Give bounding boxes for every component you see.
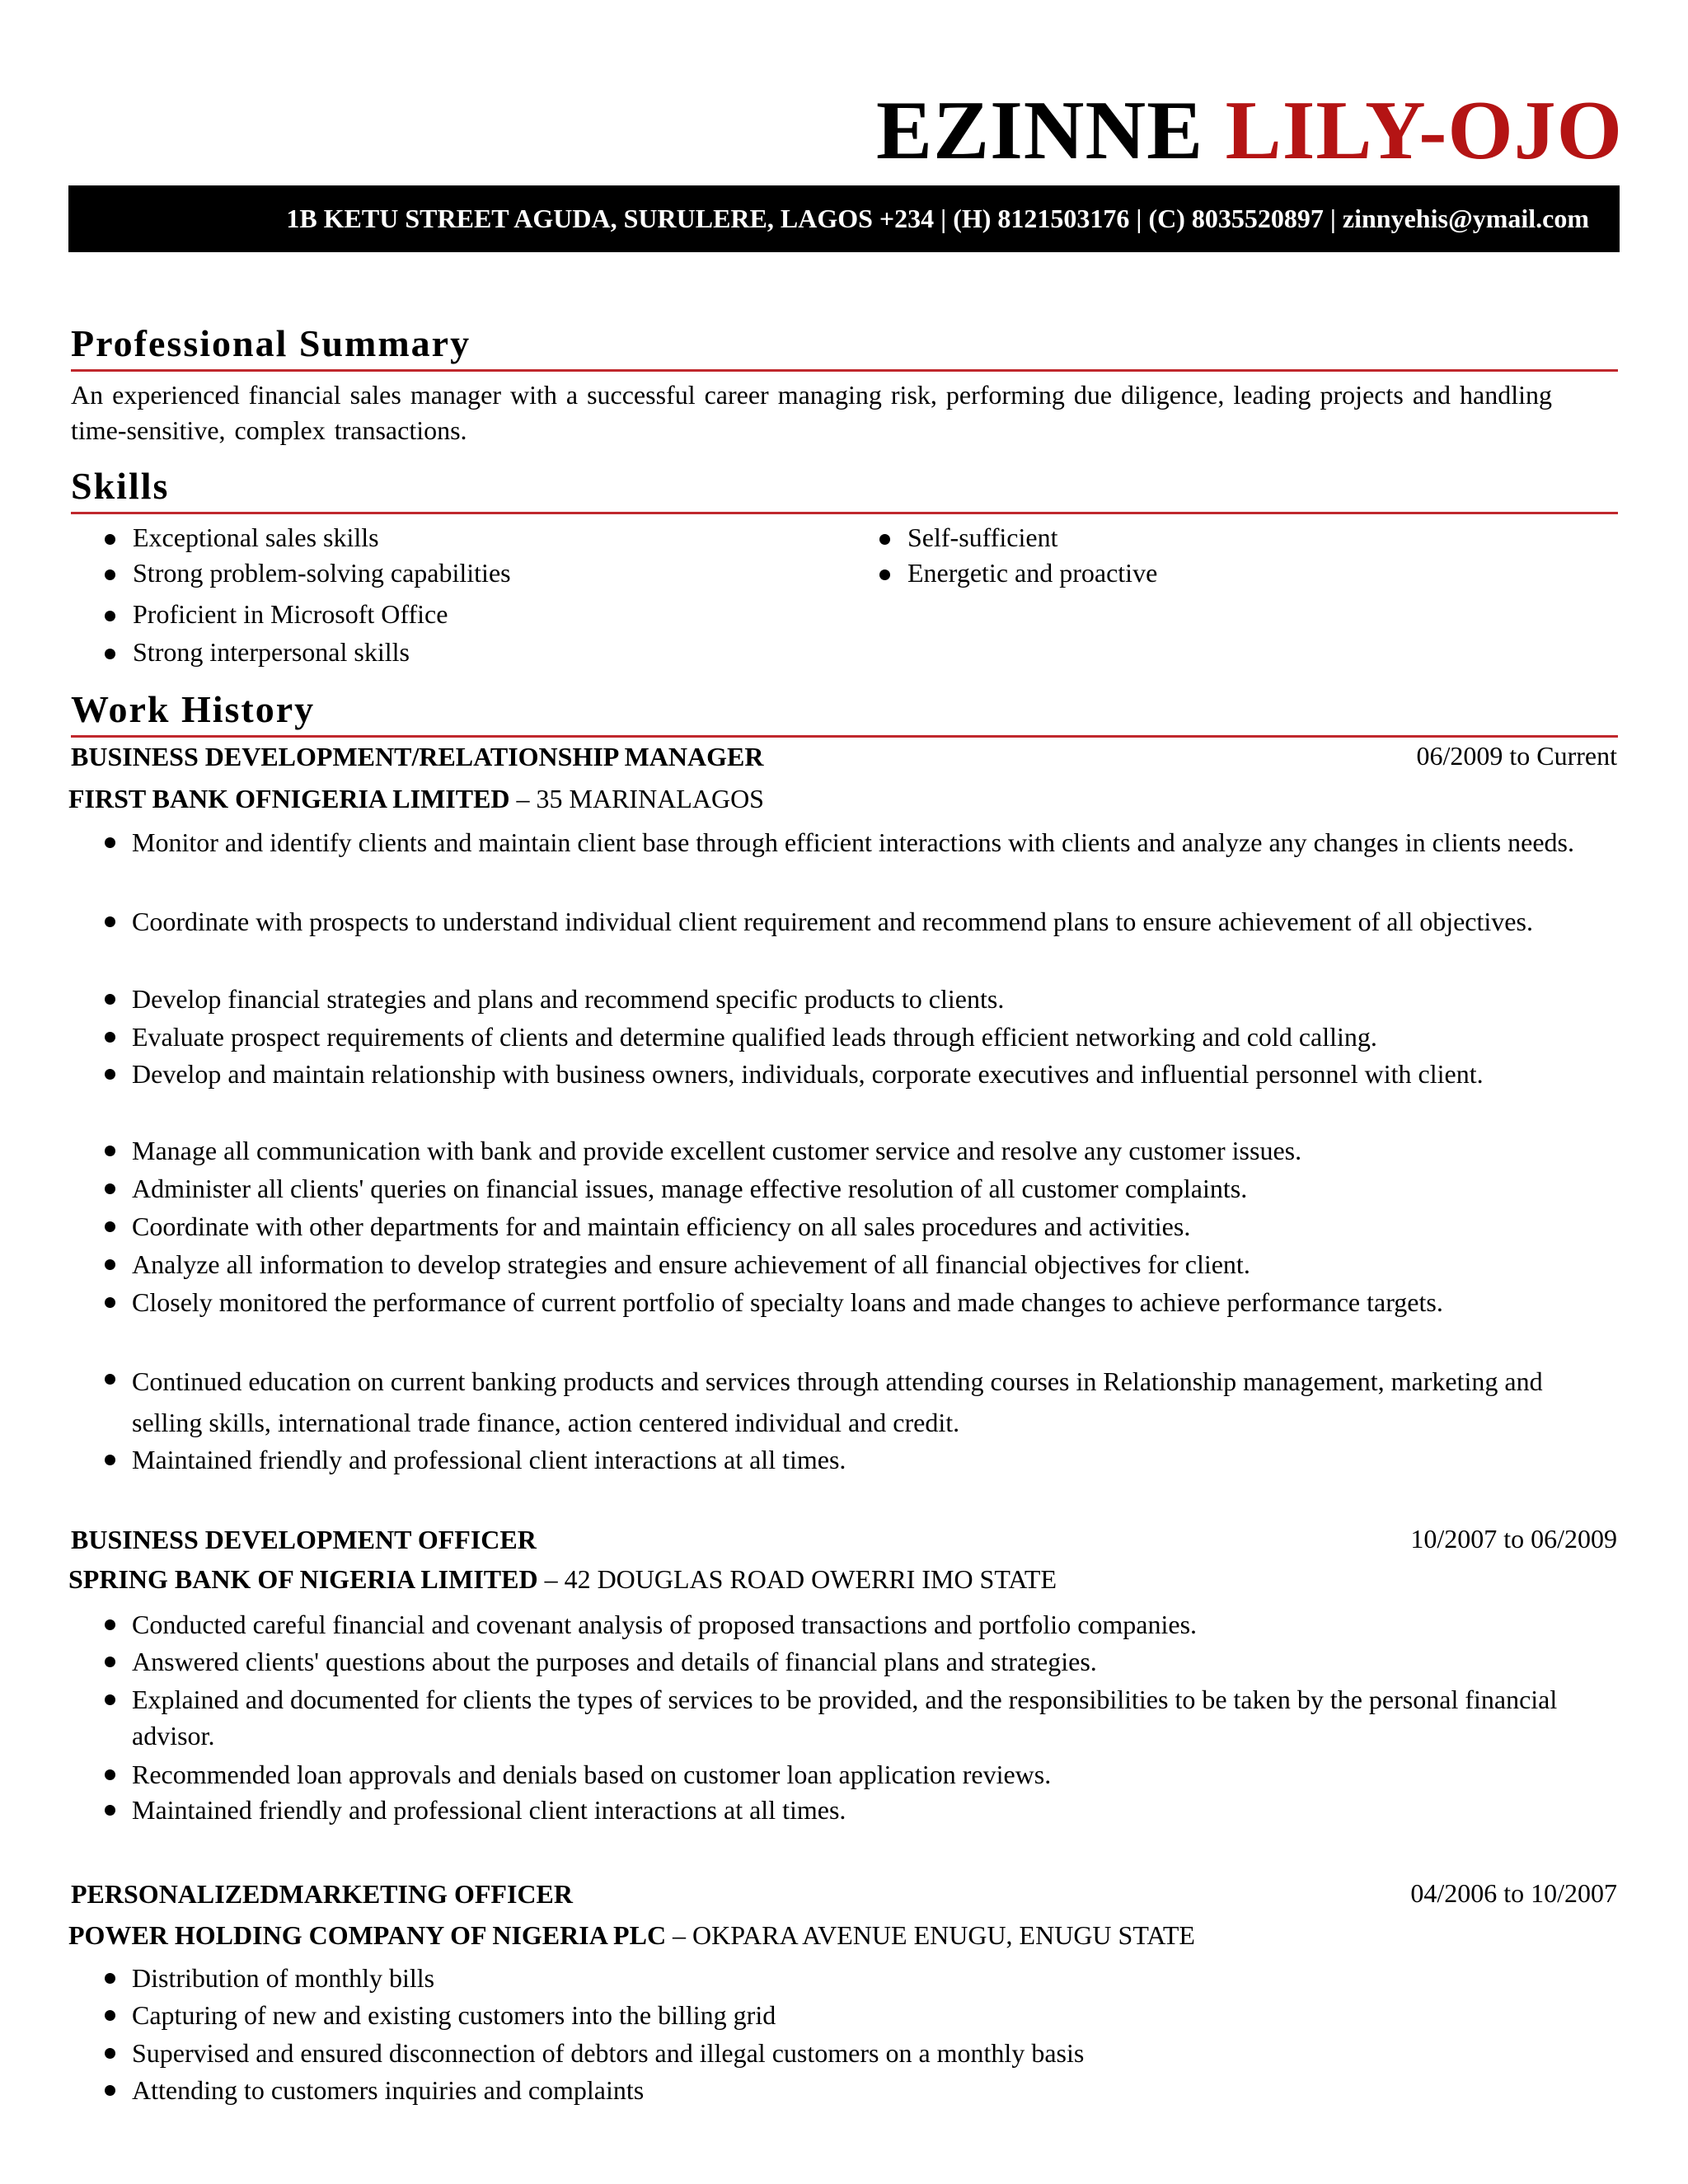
list-item: Answered clients' questions about the purposes and details of financial plans and strategies. — [132, 1643, 1591, 1680]
skill-item: Exceptional sales skills — [105, 523, 379, 553]
employer-location: – 35 MARINALAGOS — [509, 784, 764, 813]
list-item: Develop and maintain relationship with business owners, individuals, corporate executives and influential personnel with client. — [132, 1056, 1591, 1092]
list-item: Continued education on current banking products and services through attending courses in Relationship management, marketing and selling skills, international trade finance, action centered individual and credit. — [132, 1361, 1591, 1443]
list-item: Manage all communication with bank and provide excellent customer service and resolve any customer issues. — [132, 1132, 1591, 1169]
contact-info: 1B KETU STREET AGUDA, SURULERE, LAGOS +234 | (H) 8121503176 | (C) 8035520897 | zinnyehis@ymail.com — [286, 204, 1589, 233]
skill-item: Energetic and proactive — [879, 558, 1157, 588]
list-item: Explained and documented for clients the types of services to be provided, and the responsibilities to be taken by the personal financial advisor. — [132, 1681, 1591, 1754]
list-item: Evaluate prospect requirements of clients and determine qualified leads through efficient networking and cold calling. — [132, 1019, 1591, 1055]
list-item: Capturing of new and existing customers into the billing grid — [132, 1997, 1591, 2033]
list-item: Maintained friendly and professional client interactions at all times. — [132, 1792, 1591, 1828]
employer-name: FIRST BANK OFNIGERIA LIMITED — [68, 784, 510, 813]
section-heading-skills: Skills — [71, 467, 1618, 514]
list-item: Coordinate with other departments for and maintain efficiency on all sales procedures and activities. — [132, 1208, 1591, 1244]
job-title: PERSONALIZEDMARKETING OFFICER — [71, 1879, 573, 1909]
employer-location: – 42 DOUGLAS ROAD OWERRI IMO STATE — [537, 1564, 1057, 1594]
list-item: Analyze all information to develop strategies and ensure achievement of all financial objectives for client. — [132, 1246, 1591, 1282]
employer-name: SPRING BANK OF NIGERIA LIMITED — [68, 1564, 538, 1594]
employer-line — [68, 1920, 1195, 1951]
list-item: Develop financial strategies and plans and recommend specific products to clients. — [132, 981, 1591, 1017]
list-item: Recommended loan approvals and denials based on customer loan application reviews. — [132, 1756, 1591, 1793]
list-item: Monitor and identify clients and maintain client base through efficient interactions with clients and analyze any changes in clients needs. — [132, 824, 1591, 860]
first-name: EZINNE — [876, 84, 1204, 177]
skill-item: Strong interpersonal skills — [105, 637, 410, 668]
section-heading-summary: Professional Summary — [71, 325, 1618, 372]
list-item: Conducted careful financial and covenant analysis of proposed transactions and portfolio companies. — [132, 1606, 1591, 1643]
candidate-name — [876, 84, 1623, 177]
employer-line — [68, 1564, 1057, 1595]
summary-text: An experienced financial sales manager with a successful career managing risk, performing due diligence, leading projects and handling time-sensitive, complex transactions. — [71, 380, 1552, 445]
job-dates: 10/2007 to 06/2009 — [1410, 1524, 1617, 1554]
list-item: Closely monitored the performance of current portfolio of specialty loans and made changes to achieve performance targets. — [132, 1284, 1591, 1320]
job-dates: 04/2006 to 10/2007 — [1410, 1878, 1617, 1908]
last-name: LILY-OJO — [1225, 84, 1623, 177]
skill-item: Proficient in Microsoft Office — [105, 599, 448, 630]
job-title: BUSINESS DEVELOPMENT OFFICER — [71, 1525, 537, 1554]
list-item: Maintained friendly and professional client interactions at all times. — [132, 1441, 1591, 1478]
employer-location: – OKPARA AVENUE ENUGU, ENUGU STATE — [666, 1920, 1195, 1950]
employer-line — [68, 784, 764, 814]
list-item: Distribution of monthly bills — [132, 1960, 1591, 1996]
section-heading-work-history: Work History — [71, 691, 1618, 738]
list-item: Coordinate with prospects to understand individual client requirement and recommend plans to ensure achievement of all objectives. — [132, 903, 1591, 940]
list-item: Administer all clients' queries on financial issues, manage effective resolution of all customer complaints. — [132, 1170, 1591, 1207]
employer-name: POWER HOLDING COMPANY OF NIGERIA PLC — [68, 1920, 667, 1950]
list-item: Attending to customers inquiries and complaints — [132, 2072, 1591, 2108]
job-dates: 06/2009 to Current — [1416, 741, 1617, 771]
contact-bar — [68, 185, 1620, 252]
skill-item: Strong problem-solving capabilities — [105, 558, 511, 588]
skill-item: Self-sufficient — [879, 523, 1057, 553]
list-item: Supervised and ensured disconnection of debtors and illegal customers on a monthly basis — [132, 2035, 1591, 2071]
job-title: BUSINESS DEVELOPMENT/RELATIONSHIP MANAGER — [71, 742, 764, 771]
